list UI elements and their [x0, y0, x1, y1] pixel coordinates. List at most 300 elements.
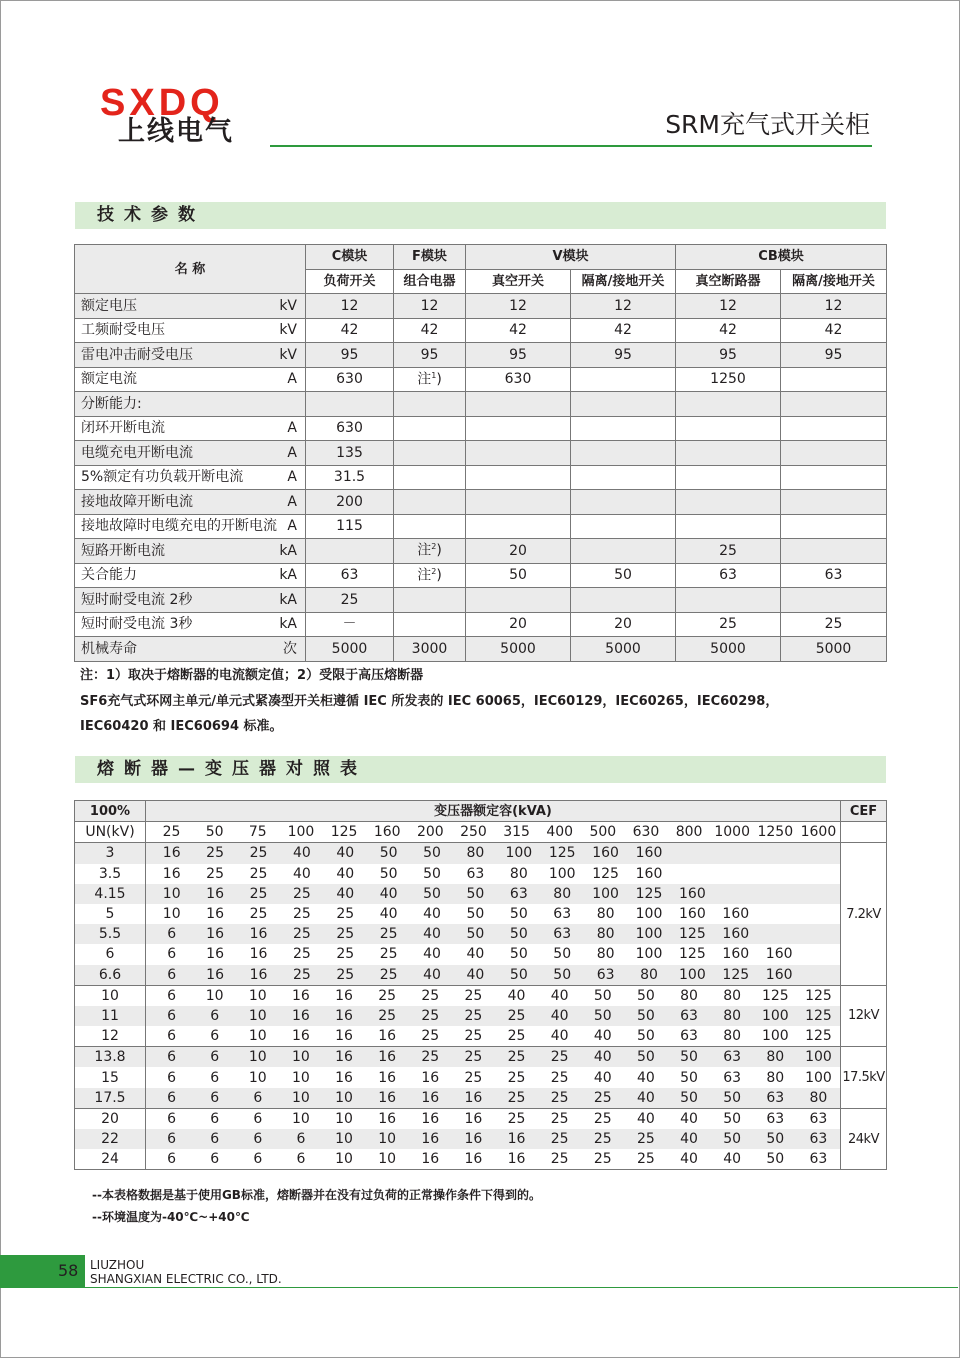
param-value	[571, 490, 676, 515]
param-value	[571, 514, 676, 539]
fuse-value: 160	[679, 885, 706, 902]
fuse-row	[75, 924, 887, 944]
param-value	[466, 514, 571, 539]
un-value: 11	[75, 1006, 146, 1026]
fuse-value: 6	[167, 1110, 177, 1127]
param-name-cell	[75, 416, 306, 441]
fuse-value: 25	[593, 1131, 612, 1148]
kva-value: 315	[503, 824, 530, 841]
param-unit: A	[287, 493, 297, 510]
param-name: 雷电冲击耐受电压	[81, 346, 193, 363]
fuse-value: 6	[296, 1131, 306, 1148]
fuse-value: 25	[379, 946, 398, 963]
param-value: 42	[306, 318, 394, 343]
param-name-cell	[75, 514, 306, 539]
company-logo-latin: SXDQ	[100, 82, 224, 124]
fuse-value: 25	[507, 1069, 526, 1086]
fuse-value: 80	[723, 1028, 742, 1045]
fuse-values	[146, 1088, 841, 1109]
capacity-header: 变压器额定容(kVA)	[146, 801, 841, 822]
param-value: 200	[306, 490, 394, 515]
fuse-value: 40	[336, 865, 355, 882]
param-value: 63	[676, 563, 781, 588]
section-title-tech: 技术参数	[97, 205, 205, 225]
param-value	[394, 416, 466, 441]
module-header: F模块	[394, 245, 466, 270]
section-header-tech	[75, 202, 886, 229]
note-line-3: IEC60420 和 IEC60694 标准。	[80, 719, 283, 734]
param-value: 630	[306, 416, 394, 441]
fuse-value: 80	[596, 946, 615, 963]
param-value: 5000	[676, 637, 781, 662]
fuse-value: 25	[464, 1007, 483, 1024]
fuse-value: 160	[679, 906, 706, 923]
fuse-value: 63	[680, 1028, 698, 1045]
param-value	[781, 441, 887, 466]
fuse-value: 25	[507, 1110, 526, 1127]
param-name: 5%额定有功负载开断电流	[81, 469, 244, 486]
param-value: 95	[466, 343, 571, 368]
param-value	[306, 392, 394, 417]
fuse-value: 63	[723, 1069, 742, 1086]
kva-value: 1000	[714, 824, 750, 841]
fuse-value: 40	[593, 1069, 612, 1086]
fuse-value: 50	[723, 1131, 742, 1148]
fuse-value: 16	[378, 1069, 397, 1086]
un-value: 6.6	[75, 965, 146, 986]
param-unit: kA	[279, 616, 297, 633]
fuse-values	[146, 1026, 841, 1047]
fuse-value: 25	[336, 966, 355, 983]
tech-row	[75, 490, 887, 515]
fuse-row	[75, 904, 887, 924]
fuse-value: 40	[466, 946, 485, 963]
fuse-value: 125	[761, 987, 789, 1004]
param-value: 5000	[781, 637, 887, 662]
fuse-value: 80	[596, 926, 615, 943]
fuse-value: 63	[509, 885, 528, 902]
param-value	[394, 392, 466, 417]
fuse-value: 6	[210, 1131, 220, 1148]
footer-divider	[85, 1287, 958, 1288]
module-header: V模块	[466, 245, 676, 270]
un-value: 13.8	[75, 1047, 146, 1068]
param-unit: kA	[279, 567, 297, 584]
kva-value: 500	[589, 824, 617, 841]
param-name: 电缆充电开断电流	[81, 444, 193, 461]
tech-row	[75, 612, 887, 637]
param-unit: A	[287, 518, 297, 535]
kva-value: 1250	[757, 824, 794, 841]
fuse-value: 50	[553, 966, 572, 983]
tech-row	[75, 343, 887, 368]
kva-value: 100	[287, 824, 315, 841]
fuse-value: 40	[550, 1028, 569, 1045]
fuse-value: 63	[766, 1089, 785, 1106]
fuse-value: 16	[292, 987, 310, 1004]
fuse-value: 125	[635, 885, 663, 902]
un-value: 6	[75, 944, 146, 964]
fuse-value: 10	[335, 1151, 353, 1168]
un-value: 4.15	[75, 884, 146, 904]
fuse-value: 50	[423, 845, 441, 862]
fuse-value: 100	[592, 885, 619, 902]
fuse-value: 10	[292, 1089, 310, 1106]
fuse-value: 80	[766, 1069, 785, 1086]
fuse-value: 16	[292, 1028, 310, 1045]
fuse-value: 25	[550, 1089, 569, 1106]
fuse-row	[75, 843, 887, 864]
fuse-value: 40	[593, 1049, 612, 1066]
fuse-value: 10	[335, 1110, 353, 1127]
param-name: 接地故障时电缆充电的开断电流	[81, 518, 277, 535]
fuse-values	[146, 864, 841, 884]
param-name: 短时耐受电流 2秒	[81, 591, 193, 608]
module-header: CB模块	[676, 245, 887, 270]
fuse-value: 25	[593, 1110, 612, 1127]
fuse-value: 160	[765, 946, 793, 963]
param-value	[676, 588, 781, 613]
fuse-row	[75, 1149, 887, 1170]
fuse-value: 16	[335, 1028, 353, 1045]
fuse-value: 16	[249, 966, 268, 983]
fuse-value: 16	[464, 1110, 483, 1127]
fuse-value: 80	[466, 845, 485, 862]
param-value	[466, 392, 571, 417]
cef-voltage: 12kV	[841, 985, 887, 1047]
fuse-value: 40	[550, 1007, 569, 1024]
fuse-value: 80	[596, 906, 615, 923]
param-unit: A	[287, 469, 297, 486]
param-value	[781, 465, 887, 490]
section-title-fuse: 熔断器—变压器对照表	[97, 759, 367, 779]
fuse-row	[75, 864, 887, 884]
fuse-value: 50	[509, 946, 528, 963]
fuse-value: 25	[206, 845, 224, 862]
fuse-value: 6	[253, 1110, 263, 1127]
param-name: 关合能力	[81, 567, 137, 584]
fuse-value: 16	[378, 1089, 397, 1106]
un-value: 17.5	[75, 1088, 146, 1109]
param-name-cell	[75, 637, 306, 662]
fuse-value: 10	[248, 1028, 267, 1045]
fuse-value: 63	[466, 865, 485, 882]
param-unit: 次	[283, 640, 297, 657]
fuse-value: 10	[378, 1151, 397, 1168]
fuse-value: 80	[723, 987, 742, 1004]
title-divider	[270, 145, 872, 147]
fuse-value: 10	[162, 906, 181, 923]
fuse-value: 25	[507, 1049, 526, 1066]
param-value: 95	[571, 343, 676, 368]
fuse-row	[75, 884, 887, 904]
param-unit: kV	[279, 297, 297, 314]
param-value: 42	[571, 318, 676, 343]
param-unit: A	[287, 420, 297, 437]
fuse-values	[146, 924, 841, 944]
param-value	[466, 588, 571, 613]
fuse-value: 10	[292, 1110, 310, 1127]
fuse-value: 50	[637, 1049, 655, 1066]
fuse-value: 25	[292, 966, 311, 983]
param-unit: kA	[279, 542, 297, 559]
param-value	[394, 514, 466, 539]
param-value: 25	[306, 588, 394, 613]
tech-row	[75, 539, 887, 564]
fuse-value: 160	[722, 946, 750, 963]
fuse-values	[146, 965, 841, 986]
param-value: 注$^1$)	[394, 367, 466, 392]
param-value: 1250	[676, 367, 781, 392]
page-number: 58	[58, 1261, 79, 1280]
percent-header: 100%	[75, 801, 146, 822]
fuse-values	[146, 1047, 841, 1068]
fuse-value: 10	[248, 1049, 267, 1066]
param-value: 95	[676, 343, 781, 368]
fuse-value: 16	[206, 926, 224, 943]
param-value: 630	[306, 367, 394, 392]
param-value	[571, 465, 676, 490]
fuse-values	[146, 904, 841, 924]
param-value	[466, 441, 571, 466]
param-value: 42	[394, 318, 466, 343]
param-value	[571, 539, 676, 564]
cef-header: CEF	[841, 801, 887, 822]
fuse-value: 80	[553, 885, 572, 902]
company-name-line-2: SHANGXIAN ELECTRIC CO., LTD.	[90, 1272, 282, 1286]
param-value	[781, 490, 887, 515]
param-value	[781, 588, 887, 613]
fuse-values	[146, 1129, 841, 1149]
company-logo-chinese: 上线电气	[118, 116, 234, 147]
fuse-value: 10	[292, 1069, 310, 1086]
fuse-value: 10	[205, 987, 224, 1004]
fuse-value: 50	[637, 987, 655, 1004]
fuse-value: 100	[505, 845, 533, 862]
param-value	[781, 367, 887, 392]
fuse-value: 50	[509, 926, 528, 943]
param-value	[781, 539, 887, 564]
fuse-value: 40	[423, 926, 441, 943]
param-name: 工频耐受电压	[81, 322, 165, 339]
kva-value: 1600	[800, 824, 837, 841]
fuse-value: 25	[507, 1089, 526, 1106]
fuse-value: 6	[167, 966, 177, 983]
fuse-value: 25	[421, 1049, 440, 1066]
fuse-value: 40	[723, 1151, 742, 1168]
fuse-value: 125	[679, 926, 706, 943]
fuse-value: 50	[766, 1151, 785, 1168]
fuse-value: 160	[722, 906, 750, 923]
fuse-value: 16	[335, 1007, 353, 1024]
fuse-value: 25	[550, 1131, 569, 1148]
fuse-value: 80	[509, 865, 528, 882]
fuse-value: 10	[248, 1069, 267, 1086]
sub-header: 负荷开关	[306, 269, 394, 294]
tech-row	[75, 514, 887, 539]
param-value: －	[306, 612, 394, 637]
param-name: 额定电流	[81, 371, 137, 388]
fuse-value: 50	[423, 885, 441, 902]
fuse-value: 25	[292, 926, 311, 943]
un-value: 24	[75, 1149, 146, 1170]
fuse-value: 63	[680, 1007, 698, 1024]
un-value: 3.5	[75, 864, 146, 884]
kva-value: 50	[205, 824, 224, 841]
fuse-value: 25	[292, 946, 311, 963]
tech-row	[75, 588, 887, 613]
fuse-row	[75, 944, 887, 964]
kva-value: 125	[330, 824, 358, 841]
kva-value: 630	[632, 824, 660, 841]
fuse-value: 50	[593, 987, 612, 1004]
fuse-value: 6	[167, 1089, 177, 1106]
fuse-value: 25	[378, 1007, 397, 1024]
fuse-row	[75, 1006, 887, 1026]
param-value: 630	[466, 367, 571, 392]
fuse-value: 100	[548, 865, 576, 882]
kva-values	[146, 822, 841, 843]
param-value: 63	[306, 563, 394, 588]
tech-row	[75, 392, 887, 417]
param-name-cell	[75, 612, 306, 637]
kva-value: 250	[460, 824, 487, 841]
param-name-cell	[75, 318, 306, 343]
fuse-value: 50	[379, 865, 398, 882]
fuse-value: 25	[292, 906, 311, 923]
fuse-value: 6	[210, 1007, 220, 1024]
fuse-value: 40	[336, 885, 355, 902]
param-value	[394, 490, 466, 515]
fuse-value: 16	[335, 1049, 353, 1066]
param-name-cell	[75, 563, 306, 588]
fuse-value: 25	[550, 1049, 569, 1066]
tech-row	[75, 294, 887, 319]
param-name: 闭环开断电流	[81, 420, 165, 437]
fuse-value: 25	[464, 1069, 483, 1086]
sub-header: 真空开关	[466, 269, 571, 294]
param-value: 42	[466, 318, 571, 343]
un-value: 15	[75, 1067, 146, 1087]
param-value	[571, 392, 676, 417]
name-column-header: 名 称	[75, 245, 306, 294]
param-value: 注$^2$)	[394, 539, 466, 564]
sub-header: 真空断路器	[676, 269, 781, 294]
fuse-value: 100	[635, 946, 663, 963]
tech-row	[75, 465, 887, 490]
fuse-value: 6	[210, 1049, 220, 1066]
cef-voltage: 24kV	[841, 1108, 887, 1170]
tech-row	[75, 441, 887, 466]
fuse-value: 50	[680, 1049, 698, 1066]
param-name-cell	[75, 294, 306, 319]
param-value: 50	[466, 563, 571, 588]
fuse-values	[146, 843, 841, 864]
fuse-value: 100	[635, 906, 663, 923]
fuse-value: 63	[766, 1110, 785, 1127]
fuse-value: 40	[292, 865, 311, 882]
fuse-value: 25	[378, 987, 397, 1004]
fuse-value: 25	[637, 1151, 655, 1168]
fuse-value: 100	[761, 1007, 789, 1024]
footnote-2: --环境温度为-40℃~+40℃	[92, 1210, 250, 1224]
sub-header: 隔离/接地开关	[571, 269, 676, 294]
fuse-value: 40	[423, 946, 441, 963]
param-value	[466, 490, 571, 515]
param-name-cell	[75, 392, 306, 417]
param-value: 25	[676, 612, 781, 637]
module-header: C模块	[306, 245, 394, 270]
fuse-value: 16	[421, 1110, 440, 1127]
fuse-value: 10	[378, 1131, 397, 1148]
param-value: 50	[571, 563, 676, 588]
fuse-value: 50	[637, 1007, 655, 1024]
param-value	[676, 416, 781, 441]
fuse-value: 25	[249, 865, 268, 882]
fuse-value: 40	[423, 906, 441, 923]
param-value: 注$^2$)	[394, 563, 466, 588]
fuse-row	[75, 1047, 887, 1068]
param-value: 95	[306, 343, 394, 368]
un-value: 22	[75, 1129, 146, 1149]
fuse-value: 25	[507, 1028, 526, 1045]
fuse-value: 40	[637, 1110, 655, 1127]
fuse-value: 100	[805, 1069, 832, 1086]
company-name-line-1: LIUZHOU	[90, 1258, 145, 1272]
fuse-row	[75, 1129, 887, 1149]
fuse-value: 6	[167, 1049, 177, 1066]
fuse-value: 63	[553, 906, 572, 923]
fuse-value: 80	[640, 966, 658, 983]
fuse-value: 50	[723, 1089, 742, 1106]
fuse-value: 16	[206, 885, 224, 902]
fuse-value: 25	[550, 1110, 569, 1127]
param-value	[781, 392, 887, 417]
fuse-value: 50	[509, 966, 528, 983]
fuse-value: 25	[507, 1007, 526, 1024]
fuse-value: 160	[635, 865, 663, 882]
fuse-values	[146, 1006, 841, 1026]
fuse-values	[146, 944, 841, 964]
param-value: 42	[781, 318, 887, 343]
fuse-value: 40	[507, 987, 526, 1004]
fuse-value: 16	[464, 1089, 483, 1106]
fuse-value: 25	[637, 1131, 655, 1148]
fuse-value: 63	[809, 1131, 828, 1148]
fuse-row	[75, 985, 887, 1006]
param-value: 12	[394, 294, 466, 319]
param-value	[676, 392, 781, 417]
fuse-value: 40	[637, 1089, 655, 1106]
un-label: UN(kV)	[75, 822, 146, 843]
fuse-value: 25	[421, 1028, 440, 1045]
fuse-value: 125	[805, 1028, 832, 1045]
fuse-value: 50	[466, 885, 485, 902]
fuse-value: 40	[423, 966, 441, 983]
fuse-value: 40	[593, 1028, 612, 1045]
param-value: 5000	[306, 637, 394, 662]
un-value: 20	[75, 1108, 146, 1129]
fuse-transformer-table	[74, 800, 887, 1170]
fuse-value: 6	[167, 1007, 177, 1024]
fuse-value: 6	[210, 1069, 220, 1086]
fuse-value: 50	[553, 946, 572, 963]
fuse-value: 40	[550, 987, 569, 1004]
fuse-value: 6	[167, 1069, 177, 1086]
fuse-value: 16	[335, 987, 353, 1004]
fuse-value: 63	[723, 1049, 742, 1066]
param-value	[571, 367, 676, 392]
